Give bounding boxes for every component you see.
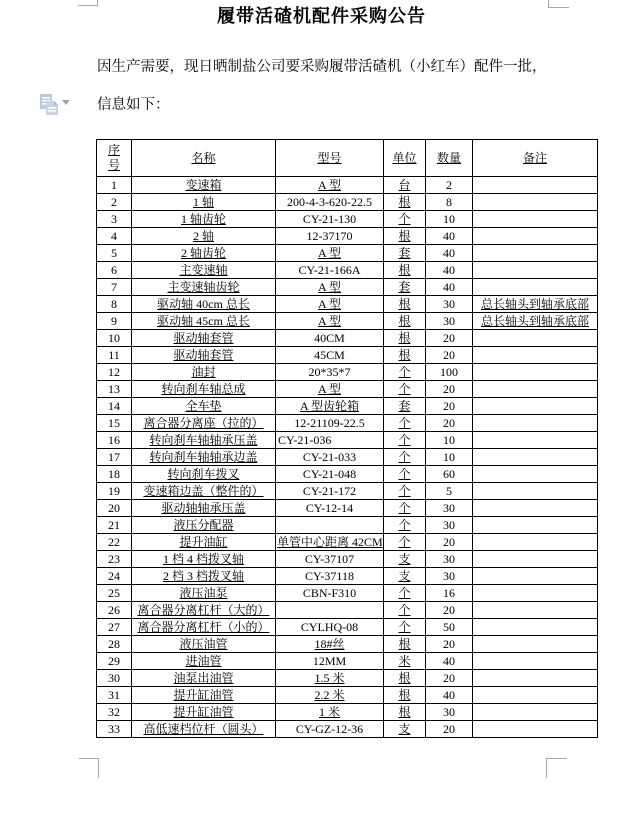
body-text-line-1: 因生产需要，现日晒制盐公司要采购履带活碴机（小红车）配件一批， [97, 59, 547, 75]
table-cell [473, 194, 598, 211]
table-cell [473, 466, 598, 483]
table-cell: 16 [97, 432, 132, 449]
table-cell [473, 262, 598, 279]
table-cell: 转向刹车轴总成 [132, 381, 276, 398]
table-cell: 40 [426, 228, 473, 245]
table-cell: 30 [426, 568, 473, 585]
table-row [97, 398, 598, 415]
table-cell: 40 [426, 245, 473, 262]
table-cell [473, 449, 598, 466]
table-cell: 进油管 [132, 653, 276, 670]
table-cell: 主变速轴 [132, 262, 276, 279]
table-cell: 20*35*7 [276, 364, 384, 381]
table-cell: 10 [426, 432, 473, 449]
table-cell: 驱动轴套管 [132, 347, 276, 364]
column-header: 名称 [132, 140, 276, 177]
table-cell [473, 704, 598, 721]
table-cell: 40 [426, 687, 473, 704]
table-cell: 8 [97, 296, 132, 313]
table-cell: 20 [426, 347, 473, 364]
table-cell: 20 [426, 381, 473, 398]
table-cell: A 型 [276, 279, 384, 296]
table-row [97, 483, 598, 500]
table-cell: 16 [426, 585, 473, 602]
table-cell: 45CM [276, 347, 384, 364]
table-cell: A 型 [276, 313, 384, 330]
table-cell: 20 [426, 721, 473, 738]
table-cell: 30 [426, 500, 473, 517]
table-cell: 油泵出油管 [132, 670, 276, 687]
table-cell: 60 [426, 466, 473, 483]
table-cell: 1.5 米 [276, 670, 384, 687]
table-cell: 22 [97, 534, 132, 551]
table-cell: 11 [97, 347, 132, 364]
table-row [97, 551, 598, 568]
table-cell: 5 [426, 483, 473, 500]
table-cell: 转向刹车轴轴承边盖 [132, 449, 276, 466]
table-cell [473, 585, 598, 602]
table-row [97, 704, 598, 721]
table-cell [473, 347, 598, 364]
table-cell: 支 [384, 568, 426, 585]
table-cell: 2 轴齿轮 [132, 245, 276, 262]
table-cell: 油封 [132, 364, 276, 381]
table-row [97, 653, 598, 670]
parts-table [96, 139, 598, 738]
table-cell [473, 568, 598, 585]
table-row [97, 500, 598, 517]
column-header: 备注 [473, 140, 598, 177]
table-cell: 1 轴齿轮 [132, 211, 276, 228]
table-cell [473, 211, 598, 228]
table-cell: 驱动轴 45cm 总长 [132, 313, 276, 330]
page-title: 履带活碴机配件采购公告 [217, 6, 426, 26]
table-cell: 30 [97, 670, 132, 687]
table-cell [473, 228, 598, 245]
table-cell: 20 [426, 330, 473, 347]
table-cell [473, 330, 598, 347]
table-cell: 40 [426, 653, 473, 670]
table-row [97, 194, 598, 211]
table-cell: CBN-F310 [276, 585, 384, 602]
table-cell: 12 [97, 364, 132, 381]
table-cell [473, 721, 598, 738]
table-cell [473, 415, 598, 432]
table-cell: 4 [97, 228, 132, 245]
table-cell: 提升缸油管 [132, 687, 276, 704]
table-row [97, 602, 598, 619]
table-row [97, 296, 598, 313]
table-cell [473, 245, 598, 262]
table-cell: 台 [384, 177, 426, 194]
table-cell: 驱动轴轴承压盖 [132, 500, 276, 517]
table-cell: 套 [384, 279, 426, 296]
table-cell: 全车垫 [132, 398, 276, 415]
table-cell: 2 档 3 档拨叉轴 [132, 568, 276, 585]
table-cell: 30 [426, 296, 473, 313]
column-header: 型号 [276, 140, 384, 177]
table-cell: A 型 [276, 381, 384, 398]
table-cell: CYLHQ-08 [276, 619, 384, 636]
table-row [97, 279, 598, 296]
table-cell: 9 [97, 313, 132, 330]
table-cell: 根 [384, 670, 426, 687]
table-cell: 支 [384, 551, 426, 568]
table-cell: 个 [384, 466, 426, 483]
table-cell: 21 [97, 517, 132, 534]
table-row [97, 636, 598, 653]
body-text-line-2: 信息如下： [97, 97, 170, 113]
table-cell: 个 [384, 211, 426, 228]
table-row [97, 211, 598, 228]
table-cell: CY-37107 [276, 551, 384, 568]
table-cell: 根 [384, 194, 426, 211]
table-cell [473, 653, 598, 670]
column-header: 数量 [426, 140, 473, 177]
table-cell [473, 381, 598, 398]
table-cell: 40 [426, 279, 473, 296]
table-cell: 26 [97, 602, 132, 619]
chevron-down-icon[interactable] [62, 100, 70, 105]
table-cell: 主变速轴齿轮 [132, 279, 276, 296]
table-cell [473, 636, 598, 653]
table-cell: A 型 [276, 177, 384, 194]
table-cell: A 型 [276, 296, 384, 313]
table-row [97, 228, 598, 245]
table-cell: 3 [97, 211, 132, 228]
table-cell: 提升油缸 [132, 534, 276, 551]
table-cell: 200-4-3-620-22.5 [276, 194, 384, 211]
table-cell: 个 [384, 415, 426, 432]
table-cell [473, 279, 598, 296]
table-cell: 23 [97, 551, 132, 568]
table-cell: 变速箱边盖（整件的） [132, 483, 276, 500]
table-cell: 20 [97, 500, 132, 517]
table-row [97, 619, 598, 636]
table-row [97, 449, 598, 466]
table-cell [473, 500, 598, 517]
table-cell: 驱动轴 40cm 总长 [132, 296, 276, 313]
table-cell: 50 [426, 619, 473, 636]
table-cell: CY-21-048 [276, 466, 384, 483]
table-row [97, 381, 598, 398]
table-cell: 离合器分离杠杆（大的） [132, 602, 276, 619]
table-row [97, 687, 598, 704]
table-cell: 根 [384, 687, 426, 704]
table-cell: 个 [384, 364, 426, 381]
table-cell: 个 [384, 534, 426, 551]
table-cell: CY-21-036 [276, 432, 384, 449]
table-cell: 12-37170 [276, 228, 384, 245]
table-cell: 28 [97, 636, 132, 653]
margin-crop-mark-bottom-right [546, 758, 567, 778]
table-cell: 10 [426, 211, 473, 228]
table-row [97, 466, 598, 483]
table-cell: 个 [384, 381, 426, 398]
table-cell: 米 [384, 653, 426, 670]
table-cell: 套 [384, 398, 426, 415]
table-cell: 根 [384, 330, 426, 347]
table-cell: 33 [97, 721, 132, 738]
table-cell: 12MM [276, 653, 384, 670]
table-cell: 转向刹车拨叉 [132, 466, 276, 483]
table-cell: 30 [426, 551, 473, 568]
table-cell [473, 670, 598, 687]
table-cell: 根 [384, 296, 426, 313]
table-cell [473, 364, 598, 381]
table-cell: 2 轴 [132, 228, 276, 245]
table-cell: 12-21109-22.5 [276, 415, 384, 432]
column-header: 单位 [384, 140, 426, 177]
table-cell: 1 米 [276, 704, 384, 721]
table-cell: 个 [384, 483, 426, 500]
table-cell: CY-21-033 [276, 449, 384, 466]
table-cell: 30 [426, 704, 473, 721]
table-cell: CY-21-172 [276, 483, 384, 500]
table-cell: 30 [426, 517, 473, 534]
table-cell: CY-12-14 [276, 500, 384, 517]
table-cell [473, 517, 598, 534]
table-cell: 100 [426, 364, 473, 381]
table-cell: 20 [426, 670, 473, 687]
table-cell: 驱动轴套管 [132, 330, 276, 347]
table-row [97, 568, 598, 585]
table-cell: 32 [97, 704, 132, 721]
table-cell: 7 [97, 279, 132, 296]
table-row [97, 534, 598, 551]
table-cell: 5 [97, 245, 132, 262]
table-cell: 1 轴 [132, 194, 276, 211]
table-cell: 1 档 4 档拨叉轴 [132, 551, 276, 568]
table-cell: 20 [426, 602, 473, 619]
table-cell [276, 517, 384, 534]
table-cell: 2.2 米 [276, 687, 384, 704]
table-cell: 离合器分离座（拉的） [132, 415, 276, 432]
table-cell: 6 [97, 262, 132, 279]
table-cell: A 型齿轮箱 [276, 398, 384, 415]
table-cell [473, 619, 598, 636]
table-row [97, 245, 598, 262]
table-cell: 套 [384, 245, 426, 262]
table-cell: 支 [384, 721, 426, 738]
table-cell: 个 [384, 585, 426, 602]
table-cell: 总长轴头到轴承底部 [473, 296, 598, 313]
table-cell [473, 534, 598, 551]
table-cell: 1 [97, 177, 132, 194]
table-cell: 总长轴头到轴承底部 [473, 313, 598, 330]
table-cell: 18 [97, 466, 132, 483]
table-cell: 液压油管 [132, 636, 276, 653]
table-cell [473, 177, 598, 194]
table-cell: 40 [426, 262, 473, 279]
table-cell: 20 [426, 534, 473, 551]
table-cell: 离合器分离杠杆（小的） [132, 619, 276, 636]
table-cell: 根 [384, 347, 426, 364]
table-row [97, 432, 598, 449]
table-cell: A 型 [276, 245, 384, 262]
table-cell [473, 432, 598, 449]
table-cell: 2 [426, 177, 473, 194]
table-cell: 15 [97, 415, 132, 432]
table-cell: 根 [384, 636, 426, 653]
table-cell: 40CM [276, 330, 384, 347]
table-cell: 个 [384, 500, 426, 517]
table-cell: 20 [426, 636, 473, 653]
table-cell [473, 687, 598, 704]
table-row [97, 262, 598, 279]
table-row [97, 517, 598, 534]
table-cell: 17 [97, 449, 132, 466]
table-cell: 13 [97, 381, 132, 398]
table-cell: 27 [97, 619, 132, 636]
table-cell: 个 [384, 602, 426, 619]
column-header: 序号 [97, 140, 132, 177]
table-cell: 18#丝 [276, 636, 384, 653]
table-row [97, 721, 598, 738]
table-cell: 20 [426, 398, 473, 415]
table-cell: CY-21-130 [276, 211, 384, 228]
table-cell [473, 551, 598, 568]
margin-crop-mark-bottom-left [79, 758, 99, 778]
table-cell: 高低速档位杆（圆头） [132, 721, 276, 738]
table-row [97, 364, 598, 381]
table-cell: 个 [384, 449, 426, 466]
table-cell: 25 [97, 585, 132, 602]
table-cell: 根 [384, 704, 426, 721]
table-cell: 根 [384, 228, 426, 245]
table-cell [276, 602, 384, 619]
table-cell: 19 [97, 483, 132, 500]
table-cell: 29 [97, 653, 132, 670]
table-cell: 10 [97, 330, 132, 347]
table-cell: 液压油泵 [132, 585, 276, 602]
table-cell: 30 [426, 313, 473, 330]
table-cell [473, 398, 598, 415]
table-cell: 20 [426, 415, 473, 432]
table-cell: 个 [384, 517, 426, 534]
table-cell: 24 [97, 568, 132, 585]
table-cell [473, 602, 598, 619]
table-cell: 31 [97, 687, 132, 704]
table-cell: CY-21-166A [276, 262, 384, 279]
table-cell: 个 [384, 432, 426, 449]
table-cell: 提升缸油管 [132, 704, 276, 721]
table-cell: 个 [384, 619, 426, 636]
table-row [97, 670, 598, 687]
table-cell: 液压分配器 [132, 517, 276, 534]
table-row [97, 313, 598, 330]
table-cell: 根 [384, 262, 426, 279]
table-cell: 14 [97, 398, 132, 415]
table-cell: CY-37118 [276, 568, 384, 585]
table-header-row [97, 140, 598, 177]
paste-options-button[interactable] [38, 93, 72, 117]
table-row [97, 347, 598, 364]
table-cell: 根 [384, 313, 426, 330]
table-cell: 单管中心距离 42CM [277, 534, 383, 549]
table-cell: 2 [97, 194, 132, 211]
table-cell: CY-GZ-12-36 [276, 721, 384, 738]
table-cell: 10 [426, 449, 473, 466]
table-cell: 变速箱 [132, 177, 276, 194]
table-row [97, 415, 598, 432]
table-cell: 转向刹车轴轴承压盖 [132, 432, 276, 449]
table-row [97, 177, 598, 194]
table-row [97, 585, 598, 602]
table-row [97, 330, 598, 347]
table-cell: 8 [426, 194, 473, 211]
table-cell [473, 483, 598, 500]
